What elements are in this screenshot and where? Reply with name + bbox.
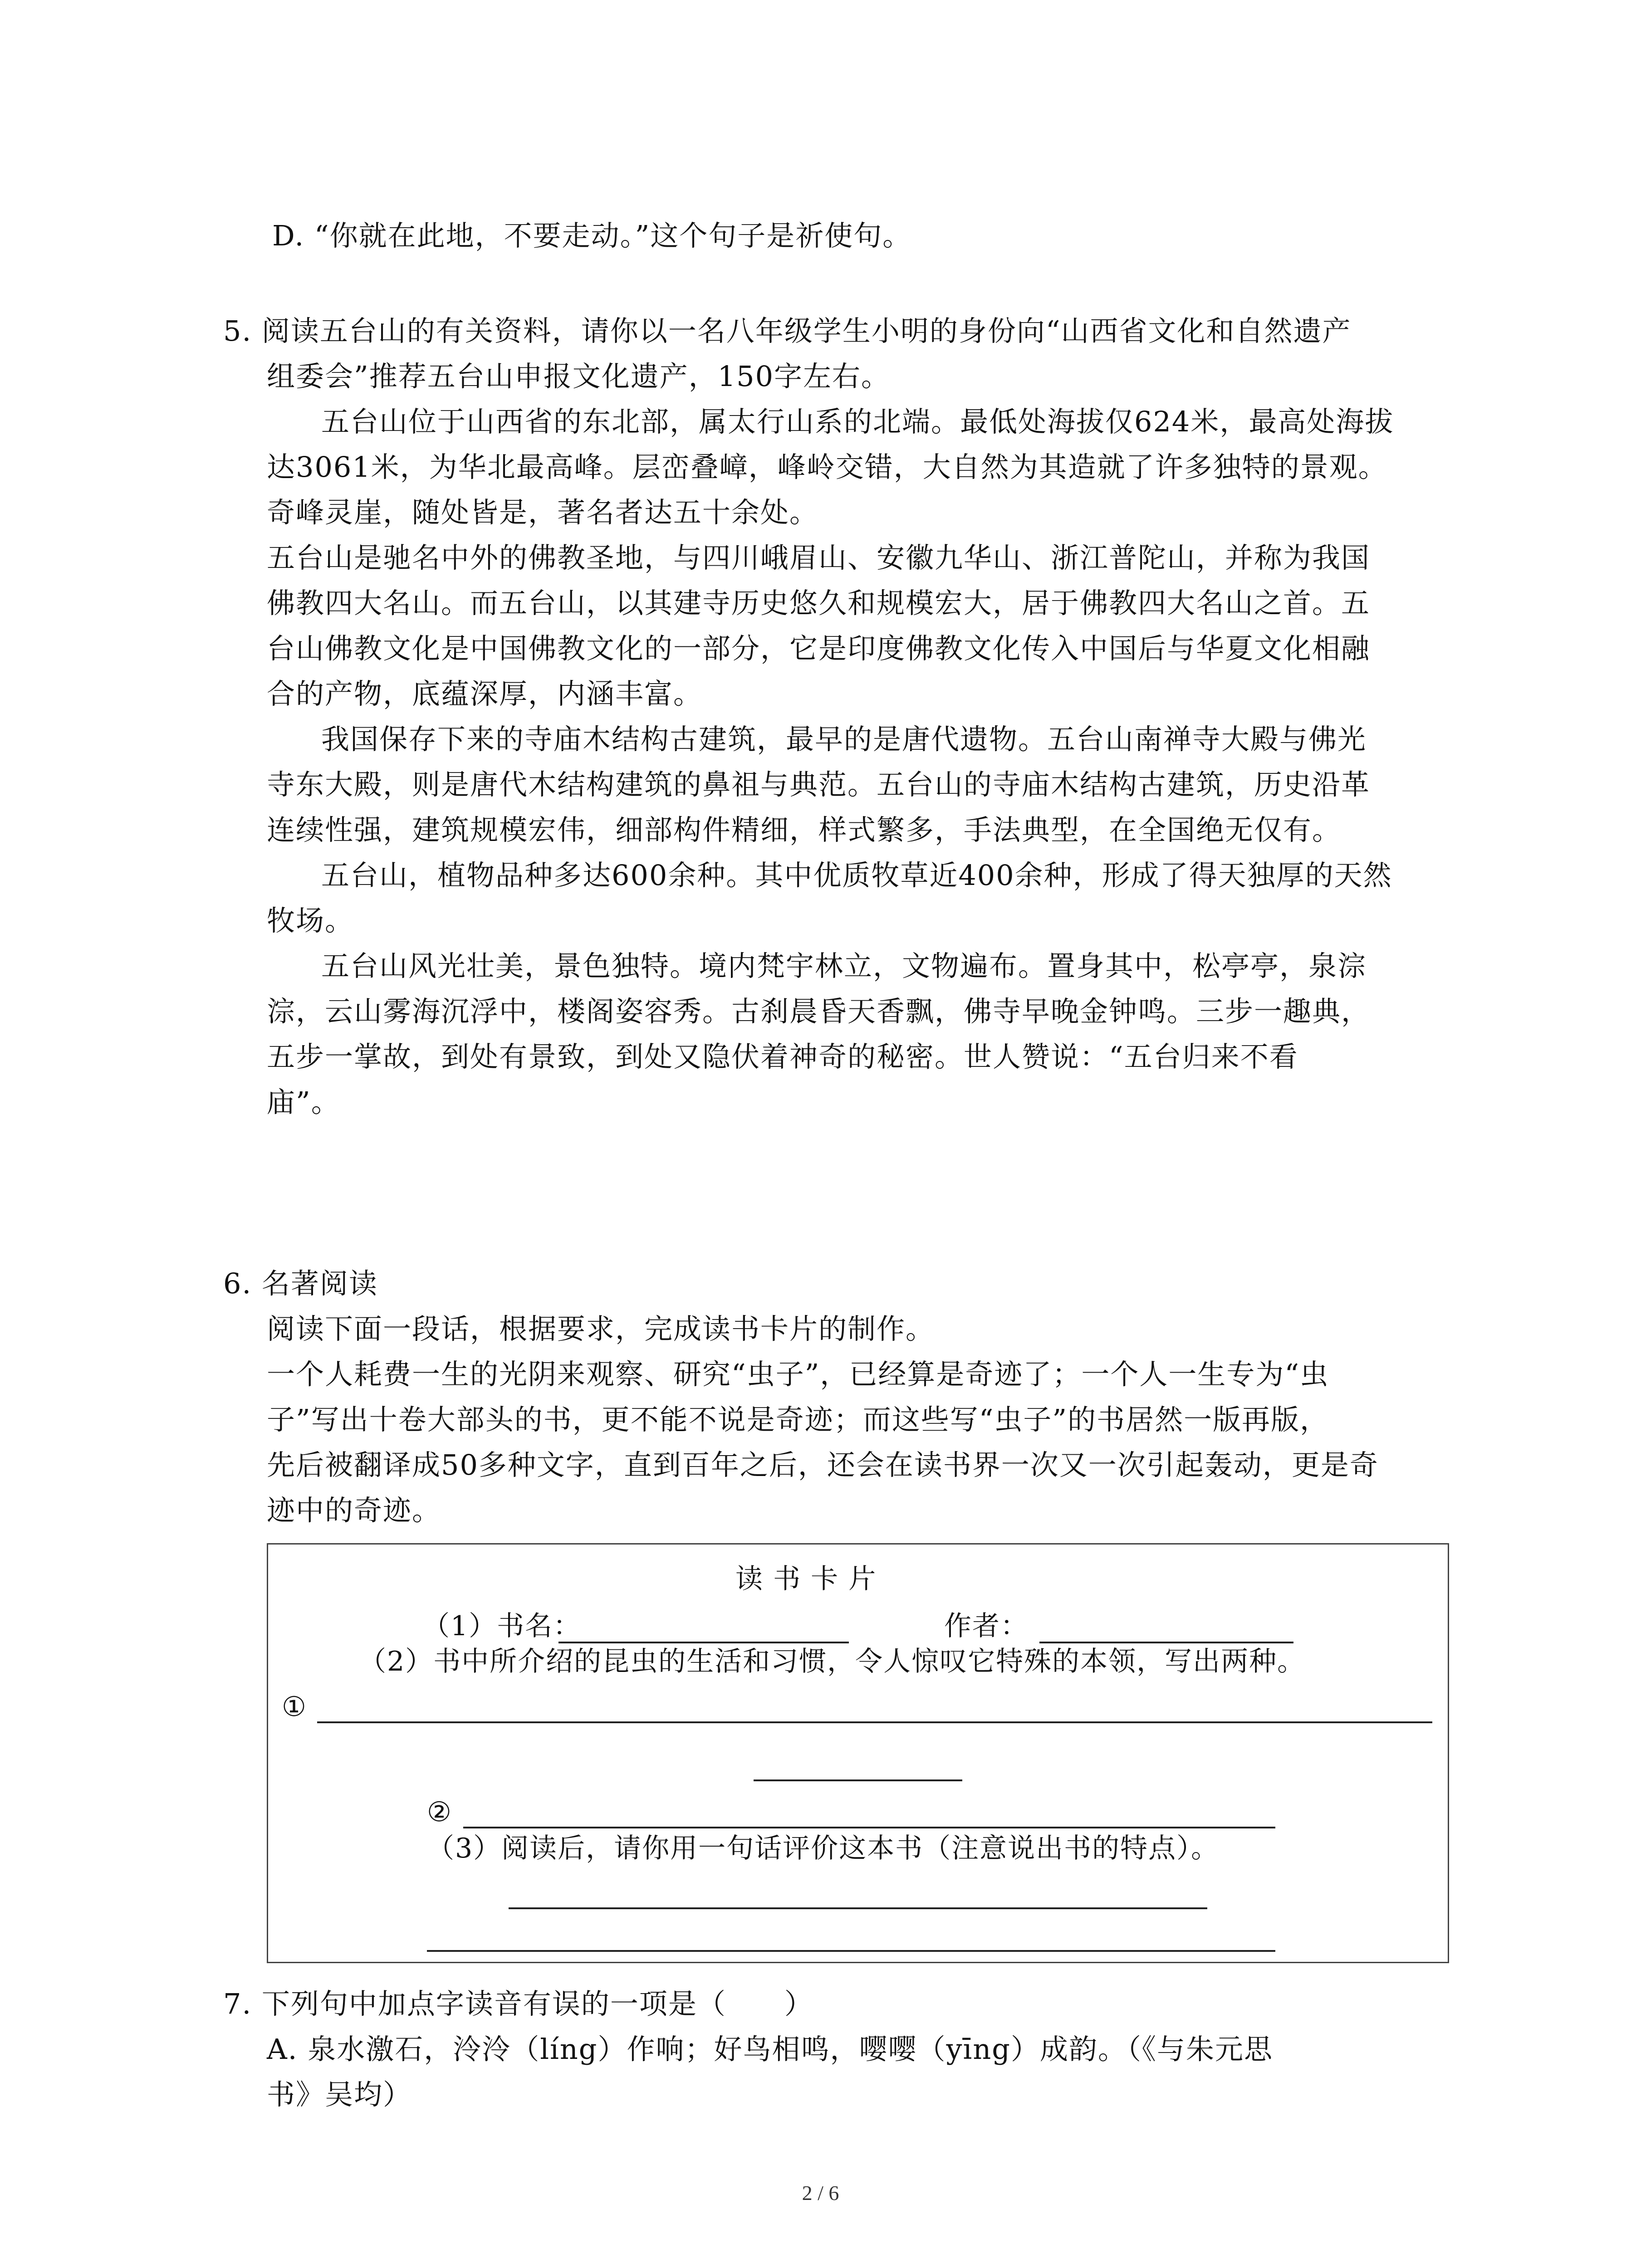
- q5-material-line: 五步一掌故，到处有景致，到处又隐伏着神奇的秘密。世人赞说：“五台归来不看: [267, 1040, 1298, 1073]
- card-book-label: （1）书名：: [422, 1610, 582, 1642]
- q7-option-a-line-1: A. 泉水激石，泠泠（líng）作响；好鸟相鸣，嘤嘤（yīng）成韵。（《与朱元思: [267, 2033, 1273, 2066]
- q5-material-line: 五台山，植物品种多达600余种。其中优质牧草近400余种，形成了得天独厚的天然: [321, 859, 1392, 892]
- q6-passage-line-2: 子”写出十卷大部头的书，更不能不说是奇迹；而这些写“虫子”的书居然一版再版，: [267, 1403, 1329, 1436]
- page-number: 2 / 6: [802, 2181, 839, 2204]
- q5-material-line: 淙，云山雾海沉浮中，楼阁姿容秀。古刹晨昏天香飘，佛寺早晚金钟鸣。三步一趣典，: [267, 995, 1371, 1028]
- q5-material-line: 台山佛教文化是中国佛教文化的一部分，它是印度佛教文化传入中国后与华夏文化相融: [267, 632, 1371, 665]
- q5-material-line: 五台山位于山西省的东北部，属太行山系的北端。最低处海拔仅624米，最高处海拔: [321, 405, 1394, 438]
- reading-card: [267, 1543, 1449, 1963]
- q6-title: 6. 名著阅读: [223, 1267, 378, 1300]
- answer-1-blank-continued[interactable]: [754, 1779, 962, 1781]
- q5-material-line: 牧场。: [267, 904, 354, 937]
- card-item-2: （2）书中所介绍的昆虫的生活和习惯，令人惊叹它特殊的本领，写出两种。: [359, 1646, 1306, 1677]
- evaluation-blank-1[interactable]: [509, 1907, 1207, 1909]
- q6-passage-line-1: 一个人耗费一生的光阴来观察、研究“虫子”，已经算是奇迹了；一个人一生专为“虫: [267, 1358, 1329, 1391]
- q5-material-line: 奇峰灵崖，随处皆是，著名者达五十余处。: [267, 496, 819, 529]
- q5-material-line: 佛教四大名山。而五台山，以其建寺历史悠久和规模宏大，居于佛教四大名山之首。五: [267, 587, 1371, 620]
- q5-prompt-line-2: 组委会”推荐五台山申报文化遗产，150字左右。: [267, 360, 891, 393]
- card-mark-2: ②: [427, 1796, 452, 1828]
- card-heading: 读 书 卡 片: [735, 1563, 877, 1595]
- card-mark-1: ①: [282, 1691, 307, 1723]
- q6-passage-line-4: 迹中的奇迹。: [267, 1494, 441, 1527]
- q5-material-line: 达3061米，为华北最高峰。层峦叠嶂，峰岭交错，大自然为其造就了许多独特的景观。: [267, 450, 1387, 484]
- q5-material-line: 庙”。: [267, 1085, 340, 1119]
- card-item-3: （3）阅读后，请你用一句话评价这本书（注意说出书的特点）。: [427, 1833, 1220, 1864]
- answer-1-blank[interactable]: [317, 1721, 1432, 1723]
- evaluation-blank-2[interactable]: [427, 1950, 1275, 1952]
- q6-instruction: 阅读下面一段话，根据要求，完成读书卡片的制作。: [267, 1312, 935, 1345]
- q5-prompt-line-1: 5. 阅读五台山的有关资料，请你以一名八年级学生小明的身份向“山西省文化和自然遗产: [223, 314, 1352, 347]
- q5-material-line: 寺东大殿，则是唐代木结构建筑的鼻祖与典范。五台山的寺庙木结构古建筑，历史沿革: [267, 768, 1371, 801]
- q5-material-line: 五台山是驰名中外的佛教圣地，与四川峨眉山、安徽九华山、浙江普陀山，并称为我国: [267, 541, 1371, 574]
- card-author-label: 作者：: [944, 1610, 1029, 1642]
- q5-material-line: 连续性强，建筑规模宏伟，细部构件精细，样式繁多，手法典型，在全国绝无仅有。: [267, 813, 1342, 846]
- q5-material-line: 我国保存下来的寺庙木结构古建筑，最早的是唐代遗物。五台山南禅寺大殿与佛光: [321, 723, 1367, 756]
- q7-prompt: 7. 下列句中加点字读音有误的一项是（ ）: [223, 1987, 813, 2020]
- q4-option-d: D. “你就在此地，不要走动。”这个句子是祈使句。: [272, 219, 912, 252]
- q5-material-line: 合的产物，底蕴深厚，内涵丰富。: [267, 677, 703, 710]
- q7-option-a-line-2: 书》吴均）: [267, 2078, 412, 2111]
- answer-2-blank[interactable]: [463, 1827, 1275, 1828]
- q5-material-line: 五台山风光壮美，景色独特。境内梵宇林立，文物遍布。置身其中，松亭亭，泉淙: [321, 949, 1367, 982]
- q6-passage-line-3: 先后被翻译成50多种文字，直到百年之后，还会在读书界一次又一次引起轰动，更是奇: [267, 1448, 1379, 1481]
